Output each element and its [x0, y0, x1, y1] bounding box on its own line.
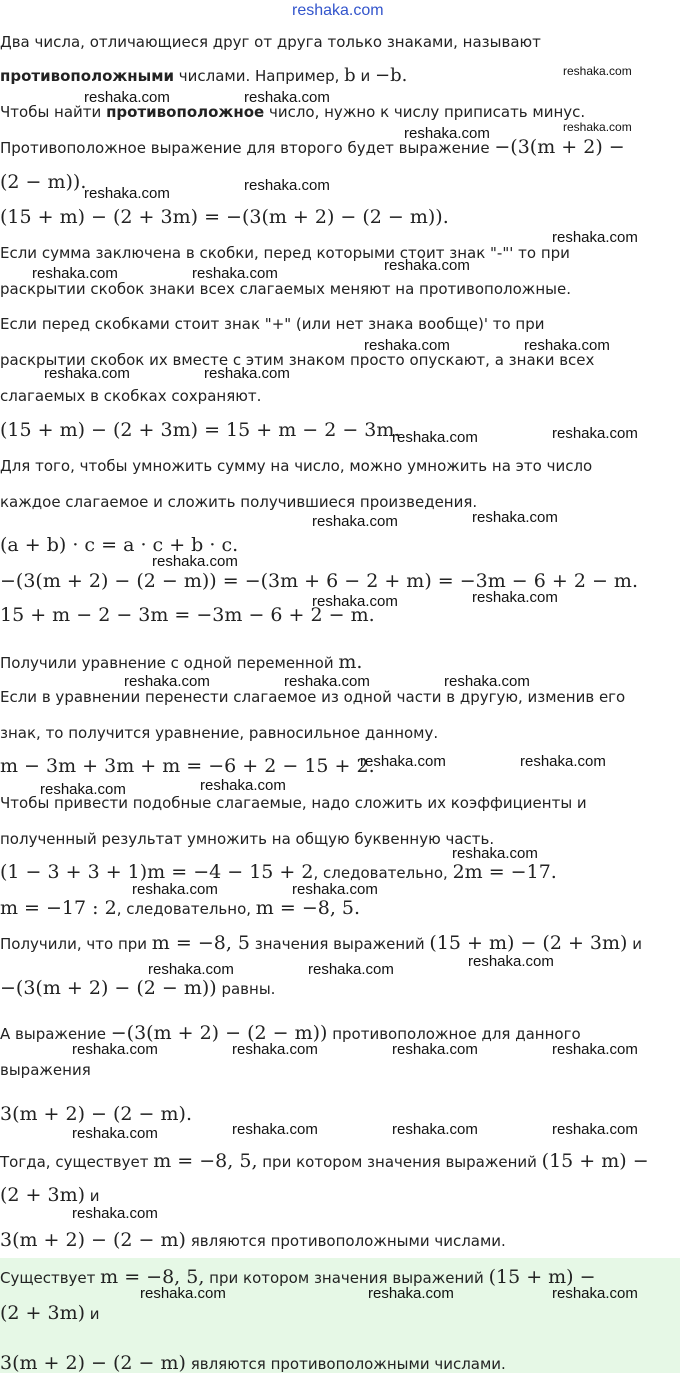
- text-line-31: Тогда, существует m = −8, 5, при котором значения выражений (15 + m) −: [0, 1150, 649, 1172]
- math-line-6: (15 + m) − (2 + 3m) = −(3(m + 2) − (2 − m)).: [0, 206, 449, 228]
- text-line-4: Противоположное выражение для второго будет выражение −(3(m + 2) −: [0, 136, 625, 158]
- watermark: reshaka.com: [84, 89, 170, 106]
- text-line-1: Два числа, отличающиеся друг от друга только знаками, называют: [0, 33, 541, 51]
- watermark: reshaka.com: [308, 961, 394, 978]
- watermark: reshaka.com: [392, 1121, 478, 1138]
- watermark: reshaka.com: [72, 1125, 158, 1142]
- text-line-22: Чтобы привести подобные слагаемые, надо сложить их коэффициенты и: [0, 794, 587, 812]
- watermark: reshaka.com: [204, 365, 290, 382]
- watermark: reshaka.com: [392, 1041, 478, 1058]
- watermark: reshaka.com: [132, 881, 218, 898]
- text-line-26: Получили, что при m = −8, 5 значения выражений (15 + m) − (2 + 3m) и: [0, 932, 642, 954]
- watermark: reshaka.com: [244, 177, 330, 194]
- watermark: reshaka.com: [404, 125, 490, 142]
- watermark: reshaka.com: [552, 1121, 638, 1138]
- text-line-28: А выражение −(3(m + 2) − (2 − m)) противоположное для данного: [0, 1022, 581, 1044]
- text-line-2: противоположными числами. Например, b и −b.: [0, 65, 408, 86]
- answer-line-1: Существует m = −8, 5, при котором значения выражений (15 + m) −: [0, 1266, 596, 1288]
- watermark: reshaka.com: [152, 553, 238, 570]
- term-opposite: противоположными: [0, 67, 174, 85]
- text-line-29: выражения: [0, 1061, 91, 1079]
- watermark: reshaka.com: [40, 781, 126, 798]
- watermark: reshaka.com: [552, 425, 638, 442]
- watermark: reshaka.com: [232, 1121, 318, 1138]
- watermark: reshaka.com: [444, 673, 530, 690]
- watermark: reshaka.com: [552, 229, 638, 246]
- watermark: reshaka.com: [192, 265, 278, 282]
- math-line-12: (15 + m) − (2 + 3m) = 15 + m − 2 − 3m.: [0, 419, 401, 441]
- watermark: reshaka.com: [148, 961, 234, 978]
- watermark: reshaka.com: [468, 953, 554, 970]
- watermark: reshaka.com: [452, 845, 538, 862]
- text-line-25: m = −17 : 2, следовательно, m = −8, 5.: [0, 897, 361, 919]
- math-line-5: (2 − m)).: [0, 171, 87, 193]
- math-line-16: −(3(m + 2) − (2 − m)) = −(3m + 6 − 2 + m) = −3m − 6 + 2 − m.: [0, 570, 638, 592]
- text-line-3: Чтобы найти противоположное число, нужно к числу приписать минус.: [0, 103, 586, 121]
- watermark: reshaka.com: [32, 265, 118, 282]
- math-line-30: 3(m + 2) − (2 − m).: [0, 1103, 192, 1125]
- text-line-24: (1 − 3 + 3 + 1)m = −4 − 15 + 2, следовательно, 2m = −17.: [0, 861, 557, 883]
- watermark: reshaka.com: [552, 1041, 638, 1058]
- text-line-27: −(3(m + 2) − (2 − m)) равны.: [0, 977, 276, 999]
- watermark-top: reshaka.com: [292, 2, 384, 19]
- math-line-15: (a + b) · c = a · c + b · c.: [0, 534, 239, 556]
- watermark: reshaka.com: [72, 1205, 158, 1222]
- watermark: reshaka.com: [244, 89, 330, 106]
- watermark: reshaka.com: [72, 1041, 158, 1058]
- text-line-20: знак, то получится уравнение, равносильное данному.: [0, 724, 439, 742]
- watermark: reshaka.com: [140, 1285, 226, 1302]
- watermark: reshaka.com: [360, 753, 446, 770]
- math-line-17: 15 + m − 2 − 3m = −3m − 6 + 2 − m.: [0, 604, 375, 626]
- watermark: reshaka.com: [563, 64, 632, 78]
- math-line-21: m − 3m + 3m + m = −6 + 2 − 15 + 2.: [0, 755, 375, 777]
- watermark: reshaka.com: [312, 513, 398, 530]
- answer-line-2: (2 + 3m) и: [0, 1302, 100, 1324]
- text-line-13: Для того, чтобы умножить сумму на число, можно умножить на это число: [0, 457, 593, 475]
- text-line-11: слагаемых в скобках сохраняют.: [0, 387, 262, 405]
- text-line-10: раскрытии скобок их вместе с этим знаком просто опускают, а знаки всех: [0, 351, 595, 369]
- text-line-19: Если в уравнении перенести слагаемое из одной части в другую, изменив его: [0, 688, 626, 706]
- watermark: reshaka.com: [44, 365, 130, 382]
- watermark: reshaka.com: [124, 673, 210, 690]
- text-line-32: (2 + 3m) и: [0, 1184, 100, 1206]
- watermark: reshaka.com: [472, 589, 558, 606]
- watermark: reshaka.com: [520, 753, 606, 770]
- watermark: reshaka.com: [364, 337, 450, 354]
- watermark: reshaka.com: [392, 429, 478, 446]
- watermark: reshaka.com: [200, 777, 286, 794]
- watermark: reshaka.com: [563, 120, 632, 134]
- watermark: reshaka.com: [472, 509, 558, 526]
- watermark: reshaka.com: [312, 593, 398, 610]
- answer-line-3: 3(m + 2) − (2 − m) являются противоположными числами.: [0, 1352, 506, 1374]
- text-line-7: Если сумма заключена в скобки, перед которыми стоит знак "-"' то при: [0, 244, 570, 262]
- watermark: reshaka.com: [552, 1285, 638, 1302]
- watermark: reshaka.com: [368, 1285, 454, 1302]
- watermark: reshaka.com: [384, 257, 470, 274]
- text-line-8: раскрытии скобок знаки всех слагаемых меняют на противоположные.: [0, 280, 571, 298]
- watermark: reshaka.com: [232, 1041, 318, 1058]
- text-line-14: каждое слагаемое и сложить получившиеся произведения.: [0, 493, 478, 511]
- text-line-33: 3(m + 2) − (2 − m) являются противоположными числами.: [0, 1229, 506, 1251]
- watermark: reshaka.com: [84, 185, 170, 202]
- text-line-9: Если перед скобками стоит знак "+" (или нет знака вообще)' то при: [0, 315, 545, 333]
- text-line-18: Получили уравнение с одной переменной m.: [0, 651, 363, 673]
- watermark: reshaka.com: [524, 337, 610, 354]
- text-line-23: полученный результат умножить на общую буквенную часть.: [0, 830, 495, 848]
- watermark: reshaka.com: [284, 673, 370, 690]
- watermark: reshaka.com: [292, 881, 378, 898]
